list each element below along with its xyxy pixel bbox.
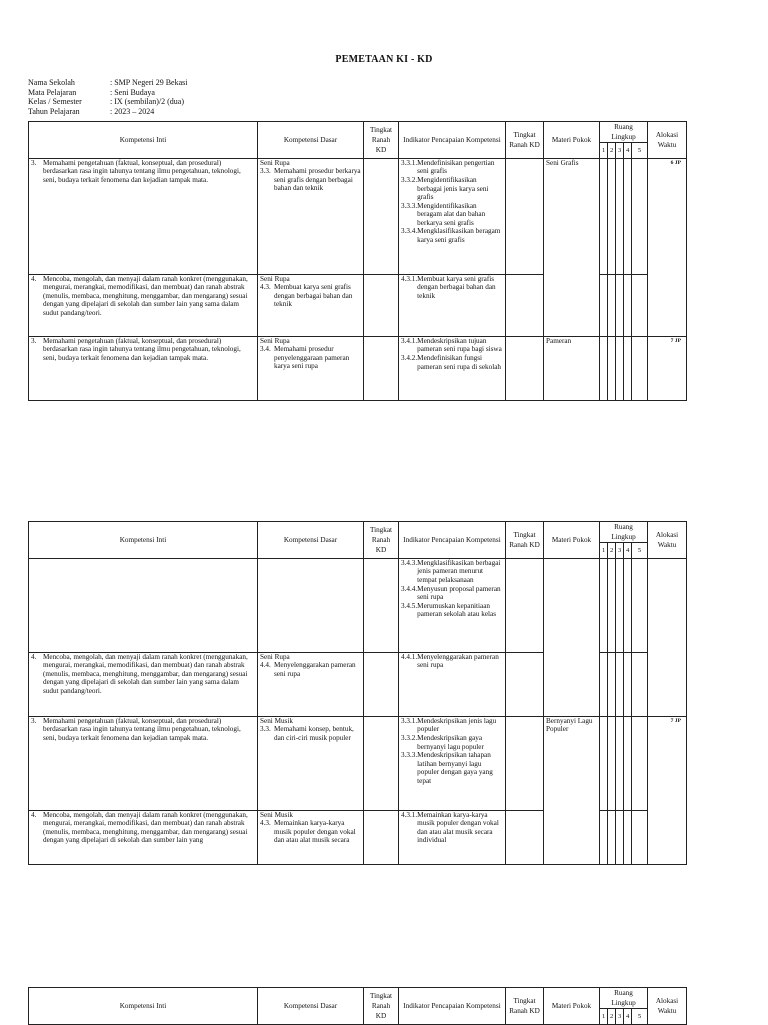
ruang-lingkup-check-4 bbox=[624, 559, 632, 653]
indikator-number: 3.3.2. bbox=[401, 176, 418, 185]
header-ruang-lingkup-3: 3 bbox=[616, 543, 624, 559]
ruang-lingkup-check-5 bbox=[632, 653, 648, 717]
indikator-item bbox=[401, 585, 503, 602]
indikator-item bbox=[401, 275, 503, 300]
header-alokasi-waktu: Alokasi Waktu bbox=[648, 122, 687, 159]
header-tingkat-ranah-kd: Tingkat Ranah KD bbox=[364, 988, 399, 1025]
tingkat-kd-cell bbox=[364, 337, 399, 401]
indikator-text: Mengklasifikasikan beragam karya seni grafis bbox=[417, 227, 501, 244]
kd-heading: Seni Rupa bbox=[260, 159, 290, 167]
ruang-lingkup-check-2 bbox=[608, 337, 616, 401]
indikator-item bbox=[401, 176, 503, 201]
ruang-lingkup-check-2 bbox=[608, 653, 616, 717]
indikator-cell bbox=[399, 717, 506, 811]
kd-text: Membuat karya seni grafis dengan berbagai bahan dan teknik bbox=[274, 283, 353, 309]
kd-cell bbox=[258, 275, 364, 337]
tingkat-ranah-cell bbox=[506, 159, 544, 275]
t2-header-row bbox=[29, 522, 687, 543]
ki-number: 4. bbox=[31, 275, 37, 283]
indikator-cell bbox=[399, 337, 506, 401]
ruang-lingkup-check-5 bbox=[632, 811, 648, 865]
indikator-text: Menyelenggarakan pameran seni rupa bbox=[417, 653, 499, 670]
indikator-number: 3.3.4. bbox=[401, 227, 418, 236]
table-row bbox=[29, 717, 687, 811]
ruang-lingkup-check-1 bbox=[600, 275, 608, 337]
header-materi-pokok: Materi Pokok bbox=[544, 122, 600, 159]
ruang-lingkup-check-3 bbox=[616, 275, 624, 337]
alokasi-waktu-cell: 6 JP bbox=[648, 159, 687, 337]
kd-heading: Seni Rupa bbox=[260, 337, 290, 345]
header-ruang-lingkup: Ruang Lingkup bbox=[600, 988, 648, 1009]
tingkat-ranah-cell bbox=[506, 275, 544, 337]
indikator-number: 3.4.4. bbox=[401, 584, 418, 593]
indikator-number: 4.4.1. bbox=[401, 653, 418, 661]
ki-cell bbox=[29, 653, 258, 717]
ruang-lingkup-check-2 bbox=[608, 275, 616, 337]
indikator-item bbox=[401, 227, 503, 244]
indikator-text: Memainkan karya-karya musik populer dengan vokal dan atau alat musik secara individual bbox=[417, 811, 499, 845]
table-row bbox=[29, 337, 687, 401]
alokasi-waktu-cell: 7 JP bbox=[648, 717, 687, 865]
kd-cell bbox=[258, 717, 364, 811]
ruang-lingkup-check-1 bbox=[600, 159, 608, 275]
indikator-text: Mendeskripsikan tahapan latihan bernyanyi lagu populer dengan gaya yang tepat bbox=[417, 751, 493, 785]
kd-text: Memahami konsep, bentuk, dan ciri-ciri musik populer bbox=[274, 725, 354, 742]
ruang-lingkup-check-3 bbox=[616, 159, 624, 275]
indikator-item bbox=[401, 734, 503, 751]
materi-pokok-cell-continued bbox=[544, 559, 600, 717]
header-ruang-lingkup-4: 4 bbox=[624, 143, 632, 159]
indikator-text: Mendeskripsikan gaya bernyanyi lagu populer bbox=[417, 734, 484, 751]
header-ruang-lingkup: Ruang Lingkup bbox=[600, 122, 648, 143]
t1-header-row bbox=[29, 122, 687, 143]
kd-heading: Seni Musik bbox=[260, 717, 293, 725]
indikator-cell bbox=[399, 559, 506, 653]
kd-text: Memahami prosedur berkarya seni grafis dengan berbagai bahan dan teknik bbox=[274, 167, 361, 193]
indikator-cell bbox=[399, 275, 506, 337]
ki-number: 4. bbox=[31, 811, 37, 819]
indikator-text: Mengklasifikasikan berbagai jenis pameran menurut tempat pelaksanaan bbox=[417, 559, 501, 584]
kd-cell bbox=[258, 159, 364, 275]
tingkat-kd-cell bbox=[364, 559, 399, 653]
indikator-text: Mendeskripsikan jenis lagu populer bbox=[417, 717, 497, 734]
ki-text: Mencoba, mengolah, dan menyaji dalam ranah konkret (menggunakan, mengurai, merangkai, memodifikasi, dan membuat) dan ranah abstrak (menulis, membaca, menghitung, menggambar, dan mengarang) sesuai dengan yang dipelajari di sekolah dan sumber lain yang sama dalam sudut pandang/teori. bbox=[43, 275, 248, 317]
meta-value: : SMP Negeri 29 Bekasi bbox=[110, 78, 188, 87]
indikator-number: 3.3.3. bbox=[401, 201, 418, 210]
kd-text: Memainkan karya-karya musik populer dengan vokal dan atau alat musik secara bbox=[274, 819, 356, 845]
ruang-lingkup-check-3 bbox=[616, 717, 624, 811]
tingkat-kd-cell bbox=[364, 811, 399, 865]
header-ruang-lingkup-2: 2 bbox=[608, 543, 616, 559]
ruang-lingkup-check-5 bbox=[632, 275, 648, 337]
ki-cell bbox=[29, 337, 258, 401]
header-indikator: Indikator Pencapaian Kompetensi bbox=[399, 522, 506, 559]
header-kompetensi-inti: Kompetensi Inti bbox=[29, 522, 258, 559]
header-indikator: Indikator Pencapaian Kompetensi bbox=[399, 122, 506, 159]
document-title: PEMETAAN KI - KD bbox=[335, 54, 433, 65]
indikator-text: Mendeskripsikan tujuan pameran seni rupa bagi siswa bbox=[417, 337, 502, 354]
header-alokasi-waktu: Alokasi Waktu bbox=[648, 988, 687, 1025]
ruang-lingkup-check-2 bbox=[608, 559, 616, 653]
indikator-item bbox=[401, 202, 503, 227]
tingkat-ranah-cell bbox=[506, 811, 544, 865]
ruang-lingkup-check-3 bbox=[616, 811, 624, 865]
header-ruang-lingkup-4: 4 bbox=[624, 1009, 632, 1025]
kd-number: 3.3. bbox=[260, 167, 271, 176]
indikator-item bbox=[401, 653, 503, 670]
header-indikator: Indikator Pencapaian Kompetensi bbox=[399, 988, 506, 1025]
meta-value: : IX (sembilan)/2 (dua) bbox=[110, 97, 184, 106]
header-ruang-lingkup-1: 1 bbox=[600, 143, 608, 159]
mapping-table-page-3-header bbox=[28, 987, 687, 1025]
tingkat-ranah-cell bbox=[506, 559, 544, 653]
meta-row-subject bbox=[28, 88, 187, 98]
ruang-lingkup-check-1 bbox=[600, 337, 608, 401]
kd-cell bbox=[258, 653, 364, 717]
tingkat-kd-cell bbox=[364, 717, 399, 811]
tingkat-ranah-cell bbox=[506, 653, 544, 717]
kd-number: 4.3. bbox=[260, 283, 271, 292]
header-ruang-lingkup-5: 5 bbox=[632, 143, 648, 159]
header-ruang-lingkup-1: 1 bbox=[600, 543, 608, 559]
kd-number: 3.4. bbox=[260, 345, 271, 354]
ki-number: 3. bbox=[31, 337, 37, 345]
indikator-number: 3.3.2. bbox=[401, 734, 418, 743]
indikator-cell bbox=[399, 653, 506, 717]
header-materi-pokok: Materi Pokok bbox=[544, 522, 600, 559]
meta-label: Mata Pelajaran bbox=[28, 87, 77, 97]
ruang-lingkup-check-4 bbox=[624, 275, 632, 337]
materi-pokok-cell: Pameran bbox=[544, 337, 600, 401]
ki-cell bbox=[29, 559, 258, 653]
alokasi-waktu-cell: 7 JP bbox=[648, 337, 687, 401]
header-tingkat-ranah-kd: Tingkat Ranah KD bbox=[364, 522, 399, 559]
ruang-lingkup-check-5 bbox=[632, 717, 648, 811]
header-kompetensi-dasar: Kompetensi Dasar bbox=[258, 122, 364, 159]
header-ruang-lingkup-5: 5 bbox=[632, 1009, 648, 1025]
ruang-lingkup-check-4 bbox=[624, 811, 632, 865]
mapping-table-page-2 bbox=[28, 521, 687, 865]
materi-pokok-cell: Seni Grafis bbox=[544, 159, 600, 337]
header-ruang-lingkup-3: 3 bbox=[616, 143, 624, 159]
indikator-cell bbox=[399, 159, 506, 275]
ruang-lingkup-check-2 bbox=[608, 159, 616, 275]
indikator-number: 3.4.3. bbox=[401, 559, 418, 567]
table-row bbox=[29, 159, 687, 275]
kd-number: 3.3. bbox=[260, 725, 271, 734]
meta-value: : Seni Budaya bbox=[110, 87, 155, 97]
header-tingkat-ranah-kd: Tingkat Ranah KD bbox=[364, 122, 399, 159]
header-ruang-lingkup-2: 2 bbox=[608, 1009, 616, 1025]
indikator-number: 3.3.1. bbox=[401, 159, 418, 167]
meta-row-class bbox=[28, 97, 187, 107]
tingkat-kd-cell bbox=[364, 275, 399, 337]
indikator-item bbox=[401, 159, 503, 176]
indikator-number: 3.3.3. bbox=[401, 751, 418, 760]
meta-label: Tahun Pelajaran bbox=[28, 106, 80, 116]
header-kompetensi-dasar: Kompetensi Dasar bbox=[258, 988, 364, 1025]
kd-cell bbox=[258, 559, 364, 653]
tingkat-ranah-cell bbox=[506, 717, 544, 811]
indikator-cell bbox=[399, 811, 506, 865]
kd-heading: Seni Rupa bbox=[260, 653, 290, 661]
indikator-number: 4.3.1. bbox=[401, 275, 418, 283]
ruang-lingkup-check-2 bbox=[608, 717, 616, 811]
kd-text: Memahami prosedur penyelenggaraan pameran karya seni rupa bbox=[274, 345, 350, 371]
indikator-number: 3.3.1. bbox=[401, 717, 418, 725]
indikator-item bbox=[401, 337, 503, 354]
kd-cell bbox=[258, 337, 364, 401]
ruang-lingkup-check-5 bbox=[632, 337, 648, 401]
indikator-item bbox=[401, 559, 503, 584]
ruang-lingkup-check-4 bbox=[624, 717, 632, 811]
table-row bbox=[29, 559, 687, 653]
ki-text: Mencoba, mengolah, dan menyaji dalam ranah konkret (menggunakan, mengurai, merangkai, memodifikasi, dan membuat) dan ranah abstrak (menulis, membaca, menghitung, menggambar, dan mengarang) sesuai dengan yang dipelajari di sekolah dan sumber lain yang bbox=[43, 811, 248, 845]
ruang-lingkup-check-4 bbox=[624, 653, 632, 717]
ruang-lingkup-check-1 bbox=[600, 811, 608, 865]
ruang-lingkup-check-5 bbox=[632, 559, 648, 653]
header-ruang-lingkup-1: 1 bbox=[600, 1009, 608, 1025]
ki-number: 3. bbox=[31, 717, 37, 725]
ruang-lingkup-check-3 bbox=[616, 653, 624, 717]
indikator-text: Merumuskan kepanitiaan pameran sekolah atau kelas bbox=[417, 601, 496, 619]
indikator-item bbox=[401, 602, 503, 619]
indikator-number: 3.4.5. bbox=[401, 601, 418, 610]
kd-heading: Seni Musik bbox=[260, 811, 293, 819]
header-tingkat-ranah: Tingkat Ranah KD bbox=[506, 988, 544, 1025]
indikator-text: Membuat karya seni grafis dengan berbagai bahan dan teknik bbox=[417, 275, 496, 300]
mapping-table-page-1 bbox=[28, 121, 687, 401]
tingkat-ranah-cell bbox=[506, 337, 544, 401]
ruang-lingkup-check-1 bbox=[600, 653, 608, 717]
ki-number: 3. bbox=[31, 159, 37, 167]
indikator-number: 3.4.2. bbox=[401, 354, 418, 363]
ki-text: Memahami pengetahuan (faktual, konseptual, dan prosedural) berdasarkan rasa ingin tahunya tentang ilmu pengetahuan, teknologi, seni, budaya terkait fenomena dan kejadian tampak mata. bbox=[43, 717, 241, 742]
header-kompetensi-inti: Kompetensi Inti bbox=[29, 988, 258, 1025]
header-ruang-lingkup-3: 3 bbox=[616, 1009, 624, 1025]
indikator-text: Mendefinisikan fungsi pameran seni rupa di sekolah bbox=[417, 354, 501, 371]
meta-row-school bbox=[28, 78, 187, 88]
kd-number: 4.3. bbox=[260, 819, 271, 828]
header-ruang-lingkup: Ruang Lingkup bbox=[600, 522, 648, 543]
ruang-lingkup-check-3 bbox=[616, 559, 624, 653]
indikator-text: Mengidentifikasikan berbagai jenis karya seni grafis bbox=[417, 176, 489, 202]
ki-cell bbox=[29, 811, 258, 865]
ki-text: Memahami pengetahuan (faktual, konseptual, dan prosedural) berdasarkan rasa ingin tahunya tentang ilmu pengetahuan, teknologi, seni, budaya terkait fenomena dan kejadian tampak mata. bbox=[43, 337, 241, 362]
header-kompetensi-dasar: Kompetensi Dasar bbox=[258, 522, 364, 559]
header-ruang-lingkup-2: 2 bbox=[608, 143, 616, 159]
indikator-text: Menyusun proposal pameran seni rupa bbox=[417, 584, 501, 602]
kd-text: Menyelenggarakan pameran seni rupa bbox=[274, 661, 356, 678]
header-ruang-lingkup-5: 5 bbox=[632, 543, 648, 559]
meta-label: Nama Sekolah bbox=[28, 78, 75, 87]
meta-value: : 2023 – 2024 bbox=[110, 106, 155, 116]
ruang-lingkup-check-4 bbox=[624, 337, 632, 401]
tingkat-kd-cell bbox=[364, 653, 399, 717]
ki-text: Mencoba, mengolah, dan menyaji dalam ranah konkret (menggunakan, mengurai, merangkai, memodifikasi, dan membuat) dan ranah abstrak (menulis, membaca, menghitung, menggambar, dan mengarang) sesuai dengan yang dipelajari di sekolah dan sumber lain yang sama dalam sudut pandang/teori. bbox=[43, 653, 248, 695]
indikator-item bbox=[401, 811, 503, 845]
meta-label: Kelas / Semester bbox=[28, 97, 82, 106]
tingkat-kd-cell bbox=[364, 159, 399, 275]
indikator-number: 4.3.1. bbox=[401, 811, 418, 819]
kd-heading: Seni Rupa bbox=[260, 275, 290, 283]
ruang-lingkup-check-2 bbox=[608, 811, 616, 865]
header-alokasi-waktu: Alokasi Waktu bbox=[648, 522, 687, 559]
indikator-text: Mendefinisikan pengertian seni grafis bbox=[417, 159, 495, 176]
indikator-item bbox=[401, 717, 503, 734]
kd-cell bbox=[258, 811, 364, 865]
alokasi-waktu-cell-continued bbox=[648, 559, 687, 717]
kd-number: 4.4. bbox=[260, 661, 271, 670]
indikator-text: Mengidentifikasikan beragam alat dan bahan berkarya seni grafis bbox=[417, 201, 486, 227]
ki-cell bbox=[29, 717, 258, 811]
ruang-lingkup-check-3 bbox=[616, 337, 624, 401]
ruang-lingkup-check-1 bbox=[600, 717, 608, 811]
ki-cell bbox=[29, 159, 258, 275]
ki-number: 4. bbox=[31, 653, 37, 661]
indikator-number: 3.4.1. bbox=[401, 337, 418, 345]
ruang-lingkup-check-4 bbox=[624, 159, 632, 275]
ruang-lingkup-check-1 bbox=[600, 559, 608, 653]
header-materi-pokok: Materi Pokok bbox=[544, 988, 600, 1025]
school-identity-block bbox=[28, 78, 187, 116]
ruang-lingkup-check-5 bbox=[632, 159, 648, 275]
header-tingkat-ranah: Tingkat Ranah KD bbox=[506, 522, 544, 559]
ki-text: Memahami pengetahuan (faktual, konseptual, dan prosedural) berdasarkan rasa ingin tahunya tentang ilmu pengetahuan, teknologi, seni, budaya terkait fenomena dan kejadian tampak mata. bbox=[43, 159, 241, 184]
t3-header-row bbox=[29, 988, 687, 1009]
header-kompetensi-inti: Kompetensi Inti bbox=[29, 122, 258, 159]
materi-pokok-cell: Bernyanyi Lagu Populer bbox=[544, 717, 600, 865]
meta-row-year bbox=[28, 107, 187, 117]
header-ruang-lingkup-4: 4 bbox=[624, 543, 632, 559]
ki-cell bbox=[29, 275, 258, 337]
indikator-item bbox=[401, 354, 503, 371]
header-tingkat-ranah: Tingkat Ranah KD bbox=[506, 122, 544, 159]
indikator-item bbox=[401, 751, 503, 785]
